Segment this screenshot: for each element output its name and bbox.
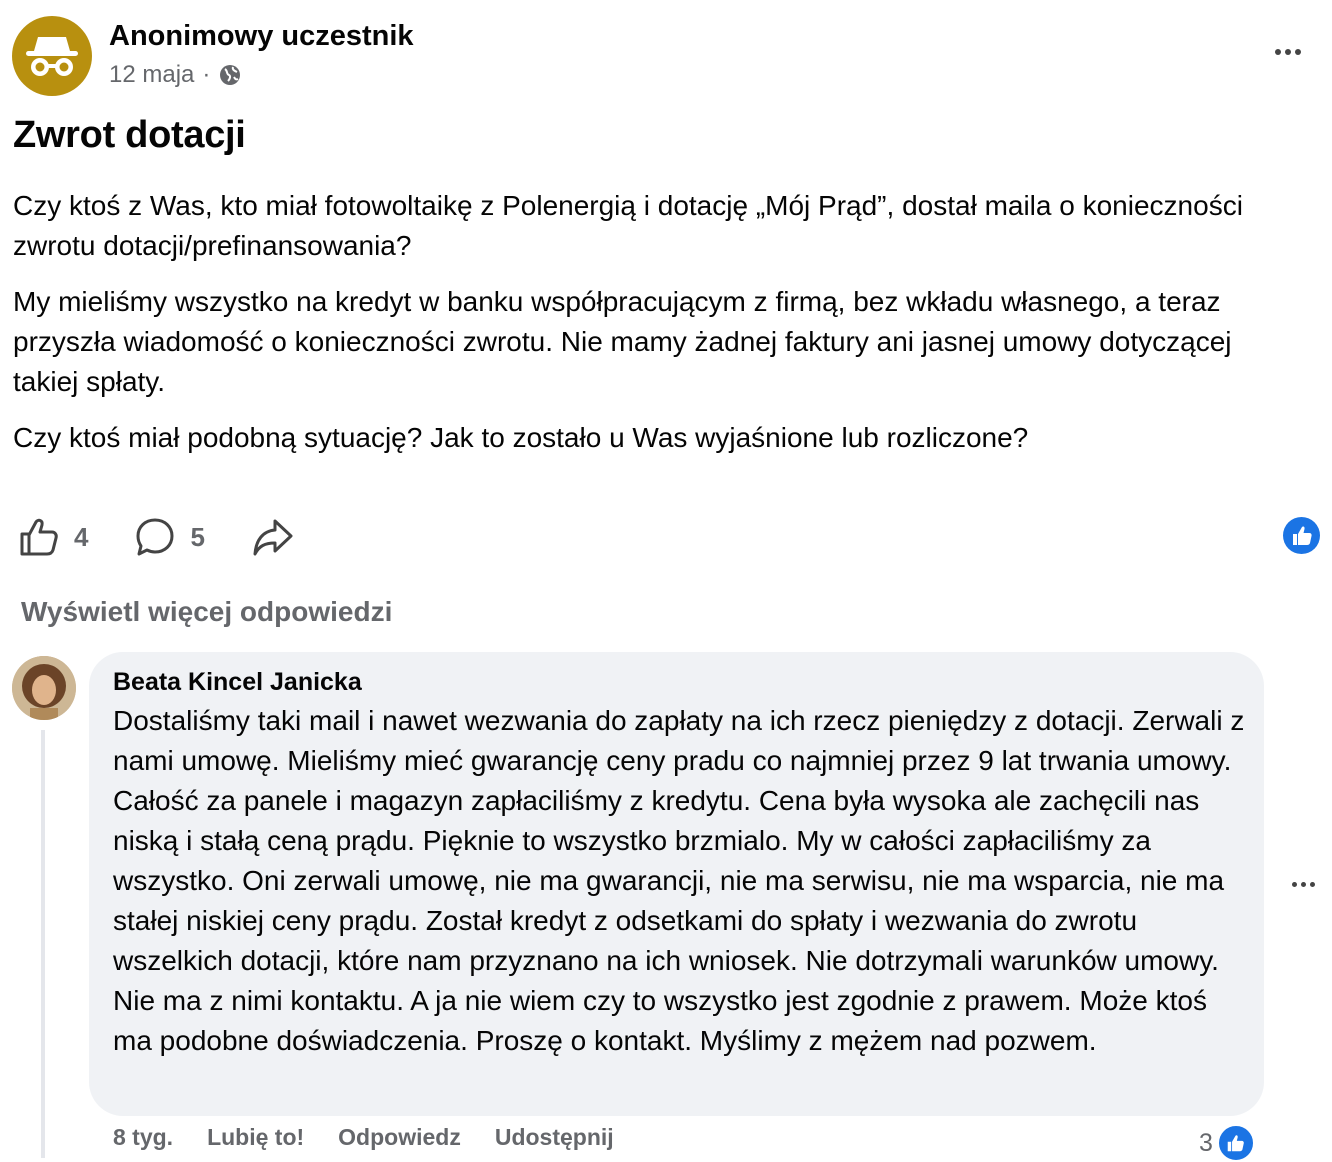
comment-share-link[interactable]: Udostępnij xyxy=(494,1124,614,1150)
comment-button[interactable] xyxy=(134,516,204,558)
view-more-replies-link[interactable]: Wyświetl więcej odpowiedzi xyxy=(21,596,393,627)
comment-more-options-icon[interactable] xyxy=(1283,874,1323,894)
share-icon xyxy=(251,516,295,558)
post-action-bar xyxy=(18,512,341,562)
comment-age[interactable]: 8 tyg. xyxy=(113,1124,174,1150)
post-paragraph: Czy ktoś miał podobną sytuację? Jak to zostało u Was wyjaśnione lub rozliczone? xyxy=(13,422,1029,453)
thumbs-up-icon xyxy=(1226,1134,1245,1153)
anonymous-avatar[interactable] xyxy=(12,16,92,96)
like-reaction-small-icon xyxy=(1217,1124,1255,1162)
post-title: Zwrot dotacji xyxy=(13,114,246,156)
comment-reaction-count: 3 xyxy=(1199,1128,1213,1157)
comment-like-link[interactable]: Lubię to! xyxy=(207,1124,305,1150)
comment-text: Dostaliśmy taki mail i nawet wezwania do zapłaty na ich rzecz pieniędzy z dotacji. Zerwali z nami umowę. Mieliśmy mieć gwarancję ceny pradu co najmniej przez 9 lat trwania umowy. Całość za panele i magazyn zapłaciliśmy z kredytu. Cena była wysoka ale zachęcili nas niską i stałą ceną prądu. Pięknie to wszystko brzmialo. My w całości zapłaciliśmy za wszystko. Oni zerwali umowę, nie ma gwarancji, nie ma serwisu, nie ma wsparcia, nie ma stałej niskiej ceny prądu. Został kredyt z odsetkami do spłaty i wezwania do zwrotu wszelkich dotacji, które nam przyznano na ich wniosek. Nie dotrzymali warunków umowy. Nie ma z nimi kontaktu. A ja nie wiem czy to wszystko jest zgodnie z prawem. Może ktoś ma podobne doświadczenia. Proszę o kontakt. Myślimy z mężem nad pozwem. xyxy=(113,705,1245,1056)
comment-icon xyxy=(134,516,176,558)
comment-count: 5 xyxy=(190,521,205,552)
post-date[interactable]: 12 maja xyxy=(109,61,195,88)
meta-separator: · xyxy=(202,61,211,88)
post-paragraph: My mieliśmy wszystko na kredyt w banku współpracującym z firmą, bez wkładu własnego, a teraz przyszła wiadomość o konieczności zwrotu. Nie mamy żadnej faktury ani jasnej umowy dotyczącej takiej spłaty. xyxy=(13,286,1232,397)
commenter-photo xyxy=(12,656,76,720)
incognito-icon xyxy=(24,33,80,79)
like-reaction-badge-icon[interactable] xyxy=(1283,517,1320,554)
thumbs-up-icon xyxy=(1291,525,1313,547)
post-meta xyxy=(109,61,242,89)
post-body xyxy=(13,186,1303,474)
like-count: 4 xyxy=(74,521,89,552)
post-more-options-icon[interactable] xyxy=(1268,40,1308,64)
thread-line xyxy=(41,730,45,1158)
comment-reply-link[interactable]: Odpowiedz xyxy=(338,1124,461,1150)
comment-author[interactable]: Beata Kincel Janicka xyxy=(113,668,362,696)
thumbs-up-icon xyxy=(18,516,60,558)
post-author[interactable]: Anonimowy uczestnik xyxy=(109,20,414,52)
commenter-avatar[interactable] xyxy=(12,656,76,720)
globe-icon xyxy=(218,63,242,87)
comment-reactions[interactable] xyxy=(1199,1124,1255,1162)
post-paragraph: Czy ktoś z Was, kto miał fotowoltaikę z Polenergią i dotację „Mój Prąd”, dostał maila o konieczności zwrotu dotacji/prefinansowania? xyxy=(13,190,1243,261)
comment-actions xyxy=(113,1124,648,1151)
share-button[interactable] xyxy=(251,516,295,558)
like-button[interactable] xyxy=(18,516,88,558)
